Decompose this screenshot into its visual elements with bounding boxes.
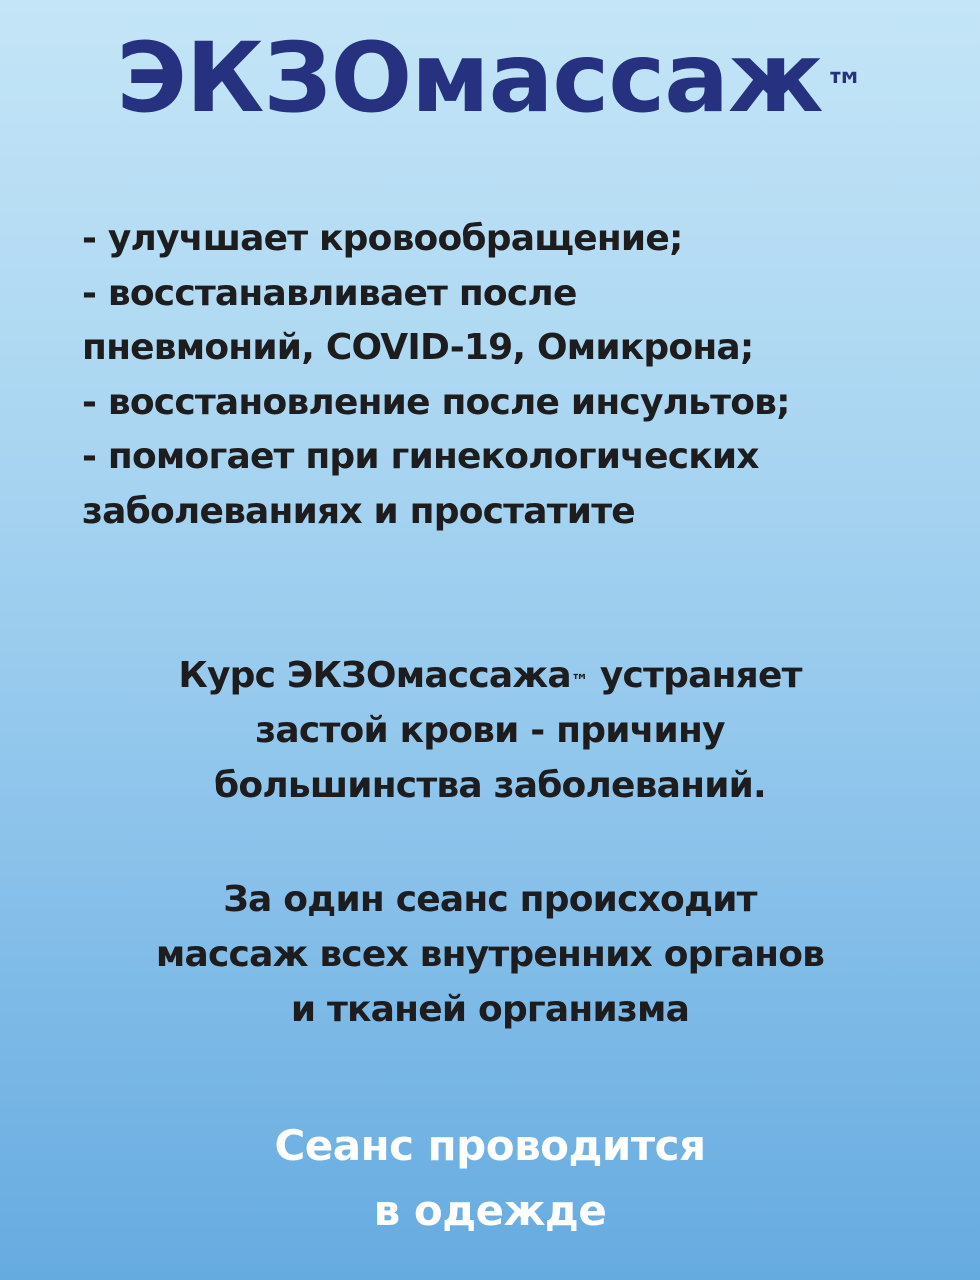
course-line-3: большинства заболеваний. (214, 765, 766, 806)
brand-name: ЭКЗОмассаж (116, 22, 823, 134)
session-line-3: и тканей организма (290, 989, 690, 1030)
clothing-note-line-2: в одежде (373, 1186, 607, 1235)
benefits-list (82, 212, 942, 539)
benefit-line: заболеваниях и простатите (82, 490, 635, 532)
trademark-symbol: ™ (824, 65, 864, 111)
benefit-line: - восстановление после инсультов; (82, 381, 790, 423)
course-paragraph (40, 648, 940, 813)
course-trademark-symbol: ™ (570, 671, 589, 692)
session-line-2: массаж всех внутренних органов (155, 934, 825, 975)
clothing-note (0, 1113, 980, 1243)
benefit-line: пневмоний, COVID-19, Омикрона; (82, 327, 754, 368)
course-line-1-end: устраняет (588, 655, 802, 696)
course-line-2: застой крови - причину (255, 710, 725, 751)
course-line-1 (40, 648, 940, 703)
course-line-1-start: Курс ЭКЗОмассажа (178, 655, 571, 696)
benefit-line: - помогает при гинекологических (82, 436, 759, 477)
benefit-line: - улучшает кровообращение; (82, 218, 683, 259)
brand-title (0, 18, 980, 138)
session-paragraph (40, 872, 940, 1037)
clothing-note-line-1: Сеанс проводится (274, 1121, 706, 1170)
benefit-line: - восстанавливает после (82, 272, 577, 314)
session-line-1: За один сеанс происходит (223, 879, 757, 920)
